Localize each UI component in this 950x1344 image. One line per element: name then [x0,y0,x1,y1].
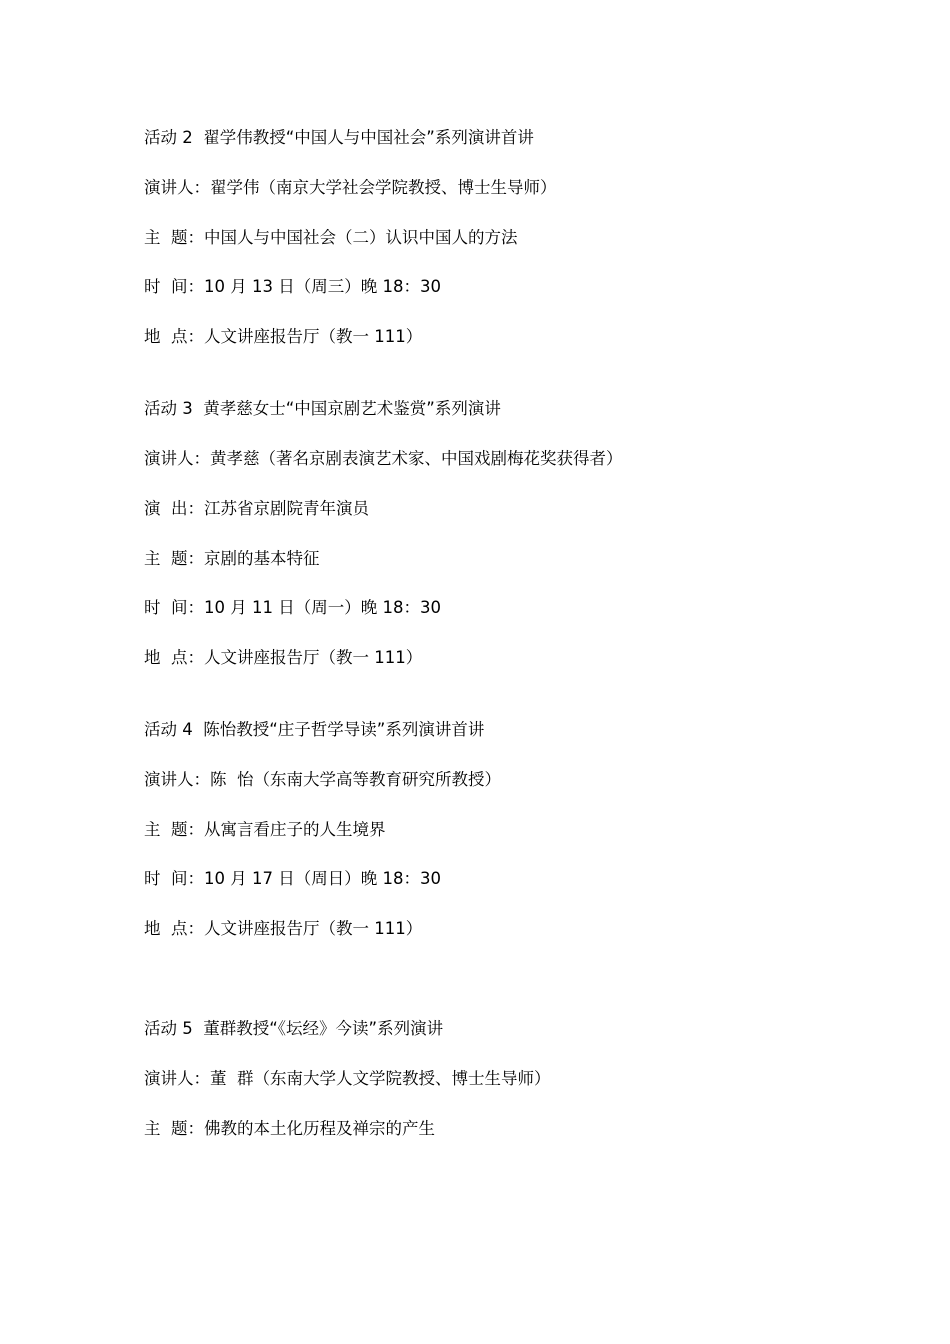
event-3-topic: 主 题：京剧的基本特征 [144,549,320,568]
event-4-speaker: 演讲人：陈 怡（东南大学高等教育研究所教授） [144,770,501,789]
event-3-location: 地 点：人文讲座报告厅（教一 111） [144,648,423,667]
event-5-speaker: 演讲人：董 群（东南大学人文学院教授、博士生导师） [144,1069,551,1088]
event-2-title: 活动 2 翟学伟教授“中国人与中国社会”系列演讲首讲 [144,128,534,147]
event-3-performer: 演 出：江苏省京剧院青年演员 [144,499,369,518]
event-2-location: 地 点：人文讲座报告厅（教一 111） [144,327,423,346]
event-3-speaker: 演讲人：黄孝慈（著名京剧表演艺术家、中国戏剧梅花奖获得者） [144,449,623,468]
event-2-topic: 主 题：中国人与中国社会（二）认识中国人的方法 [144,228,518,247]
event-5-topic: 主 题：佛教的本土化历程及禅宗的产生 [144,1119,435,1138]
event-4-title: 活动 4 陈怡教授“庄子哲学导读”系列演讲首讲 [144,720,485,739]
event-3-title: 活动 3 黄孝慈女士“中国京剧艺术鉴赏”系列演讲 [144,399,501,418]
event-4-topic: 主 题：从寓言看庄子的人生境界 [144,820,386,839]
event-2-time: 时 间：10 月 13 日（周三）晚 18：30 [144,277,441,296]
event-4-location: 地 点：人文讲座报告厅（教一 111） [144,919,423,938]
event-2-speaker: 演讲人：翟学伟（南京大学社会学院教授、博士生导师） [144,178,557,197]
event-5-title: 活动 5 董群教授“《坛经》今读”系列演讲 [144,1019,444,1038]
event-4-time: 时 间：10 月 17 日（周日）晚 18：30 [144,869,441,888]
event-3-time: 时 间：10 月 11 日（周一）晚 18：30 [144,598,441,617]
